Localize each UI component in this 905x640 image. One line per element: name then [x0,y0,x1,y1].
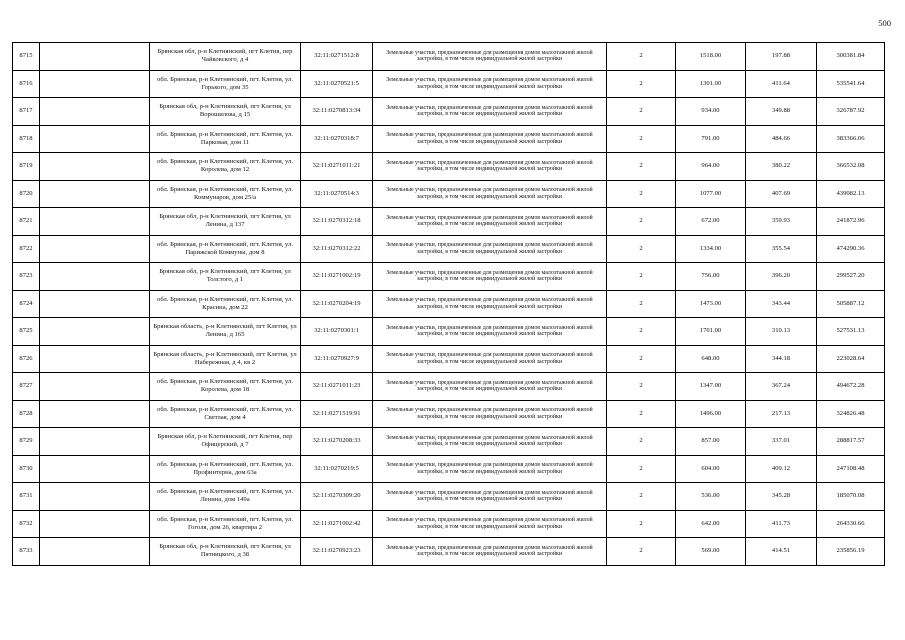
cell-specific-value: 396.20 [746,263,817,291]
cell-specific-value: 380.22 [746,153,817,181]
cell-address: Брянская область, р-н Клетнянский, пгт Клетня, ул Набережная, д 4, кв 2 [150,345,301,373]
cell-specific-value: 411.64 [746,70,817,98]
cell-row-number: 8722 [13,235,40,263]
cell-land-use-description: Земельные участки, предназначенные для размещения домов малоэтажной жилой застройки, в том числе индивидуальной жилой застройки [373,125,607,153]
cell-land-use-description: Земельные участки, предназначенные для размещения домов малоэтажной жилой застройки, в том числе индивидуальной жилой застройки [373,373,607,401]
cell-cadastral-number: 32:11:0271011:23 [301,373,373,401]
cell-empty [40,318,150,346]
cell-address: Брянская обл, р-н Клетнянский, пгт Клетня, пер Офицерский, д 7 [150,428,301,456]
cell-group: 2 [607,483,676,511]
cell-cadastral-number: 32:11:0270312:22 [301,235,373,263]
cell-area: 1701.00 [676,318,746,346]
cell-cadastral-value: 247108.48 [817,455,885,483]
cell-cadastral-value: 324826.48 [817,400,885,428]
cell-row-number: 8717 [13,98,40,126]
cell-empty [40,43,150,71]
cell-address: обл. Брянская, р-н Клетнянский, пгт. Клетня, ул. Красина, дом 22 [150,290,301,318]
page-number: 500 [878,18,891,28]
cell-cadastral-number: 32:11:0271519:91 [301,400,373,428]
cell-address: обл. Брянская, р-н Клетнянский, пгт. Клетня, ул. Горького, дом 35 [150,70,301,98]
cell-group: 2 [607,373,676,401]
cell-area: 672.00 [676,208,746,236]
cell-specific-value: 345.28 [746,483,817,511]
cell-empty [40,125,150,153]
cell-empty [40,428,150,456]
cell-group: 2 [607,400,676,428]
cell-empty [40,153,150,181]
cell-land-use-description: Земельные участки, предназначенные для размещения домов малоэтажной жилой застройки, в том числе индивидуальной жилой застройки [373,428,607,456]
cell-empty [40,510,150,538]
cell-group: 2 [607,153,676,181]
cell-empty [40,455,150,483]
cell-cadastral-value: 439082.13 [817,180,885,208]
cell-cadastral-number: 32:11:0270208:33 [301,428,373,456]
cell-specific-value: 344.18 [746,345,817,373]
table-row [13,373,885,401]
cell-cadastral-number: 32:11:0270813:34 [301,98,373,126]
table-row [13,235,885,263]
cell-row-number: 8726 [13,345,40,373]
cell-cadastral-number: 32:11:0270219:5 [301,455,373,483]
cell-area: 1334.00 [676,235,746,263]
cell-land-use-description: Земельные участки, предназначенные для размещения домов малоэтажной жилой застройки, в том числе индивидуальной жилой застройки [373,290,607,318]
cell-specific-value: 217.13 [746,400,817,428]
cell-cadastral-number: 32:11:0270301:1 [301,318,373,346]
cell-address: обл. Брянская, р-н Клетнянский, пгт. Клетня, ул. Парковая, дом 11 [150,125,301,153]
cell-area: 857.00 [676,428,746,456]
cell-group: 2 [607,428,676,456]
cell-address: обл. Брянская, р-н Клетнянский, пгт. Клетня, ул. Профинтерна, дом 63а [150,455,301,483]
cell-empty [40,98,150,126]
cell-row-number: 8728 [13,400,40,428]
cell-cadastral-value: 241872.96 [817,208,885,236]
cell-area: 964.00 [676,153,746,181]
cell-cadastral-value: 383366.06 [817,125,885,153]
cell-cadastral-value: 535541.64 [817,70,885,98]
cell-cadastral-number: 32:11:0271512:8 [301,43,373,71]
table-row [13,263,885,291]
cell-cadastral-number: 32:11:0270318:7 [301,125,373,153]
table-row [13,153,885,181]
cell-row-number: 8721 [13,208,40,236]
cell-group: 2 [607,538,676,566]
cell-cadastral-number: 32:11:0270312:18 [301,208,373,236]
cell-specific-value: 310.13 [746,318,817,346]
cell-cadastral-value: 494672.28 [817,373,885,401]
cell-cadastral-number: 32:11:0271002:42 [301,510,373,538]
cell-address: Брянская обл, р-н Клетнянский, пгт Клетня, ул Толстого, д 1 [150,263,301,291]
cell-land-use-description: Земельные участки, предназначенные для размещения домов малоэтажной жилой застройки, в том числе индивидуальной жилой застройки [373,180,607,208]
cell-group: 2 [607,98,676,126]
table-row [13,455,885,483]
cell-cadastral-number: 32:11:0271002:19 [301,263,373,291]
cell-land-use-description: Земельные участки, предназначенные для размещения домов малоэтажной жилой застройки, в том числе индивидуальной жилой застройки [373,483,607,511]
cell-cadastral-value: 366532.08 [817,153,885,181]
cell-address: Брянская обл, р-н Клетнянский, пгт Клетня, пер Чайковского, д 4 [150,43,301,71]
cell-cadastral-number: 32:11:0270309:20 [301,483,373,511]
cell-land-use-description: Земельные участки, предназначенные для размещения домов малоэтажной жилой застройки, в том числе индивидуальной жилой застройки [373,235,607,263]
cell-address: обл. Брянская, р-н Клетнянский, пгт. Клетня, ул. Королева, дом 12 [150,153,301,181]
cell-address: обл. Брянская, р-н Клетнянский, пгт. Клетня, ул. Светлая, дом 4 [150,400,301,428]
cell-specific-value: 411.73 [746,510,817,538]
cell-cadastral-value: 326787.92 [817,98,885,126]
cell-cadastral-value: 505887.12 [817,290,885,318]
cell-specific-value: 349.88 [746,98,817,126]
cell-specific-value: 414.51 [746,538,817,566]
cell-specific-value: 197.88 [746,43,817,71]
table-row [13,98,885,126]
cell-empty [40,290,150,318]
cell-empty [40,538,150,566]
cell-row-number: 8718 [13,125,40,153]
cell-empty [40,263,150,291]
cell-row-number: 8715 [13,43,40,71]
cell-group: 2 [607,455,676,483]
cell-row-number: 8729 [13,428,40,456]
cell-group: 2 [607,263,676,291]
cell-row-number: 8719 [13,153,40,181]
cell-row-number: 8716 [13,70,40,98]
cell-row-number: 8732 [13,510,40,538]
cell-address: Брянская обл, р-н Клетнянский, пгт Клетня, ул Ворошилова, д 15 [150,98,301,126]
cell-land-use-description: Земельные участки, предназначенные для размещения домов малоэтажной жилой застройки, в том числе индивидуальной жилой застройки [373,538,607,566]
cell-specific-value: 337.01 [746,428,817,456]
table-row [13,400,885,428]
cell-land-use-description: Земельные участки, предназначенные для размещения домов малоэтажной жилой застройки, в том числе индивидуальной жилой застройки [373,98,607,126]
cell-row-number: 8730 [13,455,40,483]
cell-land-use-description: Земельные участки, предназначенные для размещения домов малоэтажной жилой застройки, в том числе индивидуальной жилой застройки [373,263,607,291]
cell-land-use-description: Земельные участки, предназначенные для размещения домов малоэтажной жилой застройки, в том числе индивидуальной жилой застройки [373,510,607,538]
table-row [13,70,885,98]
cell-empty [40,208,150,236]
cell-address: обл. Брянская, р-н Клетнянский, пгт. Клетня, ул. Королева, дом 18 [150,373,301,401]
cell-group: 2 [607,235,676,263]
cell-area: 1347.00 [676,373,746,401]
table-row [13,43,885,71]
cell-empty [40,70,150,98]
cell-land-use-description: Земельные участки, предназначенные для размещения домов малоэтажной жилой застройки, в том числе индивидуальной жилой застройки [373,70,607,98]
cell-area: 934.00 [676,98,746,126]
cell-cadastral-number: 32:11:0271011:21 [301,153,373,181]
cell-specific-value: 367.24 [746,373,817,401]
cell-empty [40,400,150,428]
cell-cadastral-value: 300381.84 [817,43,885,71]
cell-land-use-description: Земельные участки, предназначенные для размещения домов малоэтажной жилой застройки, в том числе индивидуальной жилой застройки [373,345,607,373]
cell-specific-value: 484.66 [746,125,817,153]
cell-row-number: 8731 [13,483,40,511]
cell-address: Брянская область, р-н Клетнянский, пгт Клетня, ул Ленина, д 165 [150,318,301,346]
cell-group: 2 [607,43,676,71]
cell-cadastral-number: 32:11:0270521:5 [301,70,373,98]
cell-area: 756.00 [676,263,746,291]
cell-area: 536.00 [676,483,746,511]
cell-area: 1496.00 [676,400,746,428]
cell-empty [40,235,150,263]
table-row [13,510,885,538]
table-row [13,345,885,373]
cell-land-use-description: Земельные участки, предназначенные для размещения домов малоэтажной жилой застройки, в том числе индивидуальной жилой застройки [373,153,607,181]
cell-specific-value: 409.12 [746,455,817,483]
cell-land-use-description: Земельные участки, предназначенные для размещения домов малоэтажной жилой застройки, в том числе индивидуальной жилой застройки [373,318,607,346]
table-row [13,538,885,566]
cell-group: 2 [607,208,676,236]
cell-empty [40,345,150,373]
cell-address: Брянская обл, р-н Клетнянский, пгт Клетня, ул Пятницкого, д 38 [150,538,301,566]
cell-group: 2 [607,510,676,538]
cell-cadastral-value: 185070.08 [817,483,885,511]
cell-area: 642.00 [676,510,746,538]
cell-row-number: 8727 [13,373,40,401]
cell-area: 604.00 [676,455,746,483]
cell-address: обл. Брянская, р-н Клетнянский, пгт. Клетня, ул. Ленина, дом 149а [150,483,301,511]
cell-land-use-description: Земельные участки, предназначенные для размещения домов малоэтажной жилой застройки, в том числе индивидуальной жилой застройки [373,43,607,71]
cell-row-number: 8720 [13,180,40,208]
cell-specific-value: 407.69 [746,180,817,208]
cell-land-use-description: Земельные участки, предназначенные для размещения домов малоэтажной жилой застройки, в том числе индивидуальной жилой застройки [373,455,607,483]
cell-area: 1077.00 [676,180,746,208]
cadastral-value-table [12,42,885,566]
cell-empty [40,483,150,511]
table-row [13,290,885,318]
cell-row-number: 8725 [13,318,40,346]
cell-specific-value: 359.93 [746,208,817,236]
cell-group: 2 [607,345,676,373]
cell-address: обл. Брянская, р-н Клетнянский, пгт. Клетня, ул. Гоголя, дом 26, квартира 2 [150,510,301,538]
table-row [13,125,885,153]
cell-area: 1473.00 [676,290,746,318]
cell-cadastral-number: 32:11:0270204:19 [301,290,373,318]
cell-cadastral-number: 32:11:0270923:23 [301,538,373,566]
cell-cadastral-value: 223028.64 [817,345,885,373]
cell-specific-value: 355.54 [746,235,817,263]
table-row [13,208,885,236]
cell-row-number: 8733 [13,538,40,566]
cell-address: обл. Брянская, р-н Клетнянский, пгт. Клетня, ул. Парижской Коммуны, дом 8 [150,235,301,263]
cell-land-use-description: Земельные участки, предназначенные для размещения домов малоэтажной жилой застройки, в том числе индивидуальной жилой застройки [373,208,607,236]
cell-area: 791.00 [676,125,746,153]
cell-group: 2 [607,180,676,208]
cell-cadastral-number: 32:11:0270927:9 [301,345,373,373]
cell-cadastral-value: 235856.19 [817,538,885,566]
cell-cadastral-number: 32:11:0270514:3 [301,180,373,208]
cell-row-number: 8723 [13,263,40,291]
table-row [13,428,885,456]
cell-land-use-description: Земельные участки, предназначенные для размещения домов малоэтажной жилой застройки, в том числе индивидуальной жилой застройки [373,400,607,428]
cell-address: Брянская обл, р-н Клетнянский, пгт Клетня, ул Ленина, д 137 [150,208,301,236]
table-row [13,483,885,511]
cell-cadastral-value: 474290.36 [817,235,885,263]
cell-group: 2 [607,290,676,318]
cell-specific-value: 343.44 [746,290,817,318]
cell-area: 648.00 [676,345,746,373]
cell-group: 2 [607,318,676,346]
cell-cadastral-value: 288817.57 [817,428,885,456]
table-row [13,180,885,208]
cell-cadastral-value: 264330.66 [817,510,885,538]
cell-cadastral-value: 527531.13 [817,318,885,346]
cell-row-number: 8724 [13,290,40,318]
table-row [13,318,885,346]
cell-area: 1518.00 [676,43,746,71]
cell-empty [40,373,150,401]
cell-cadastral-value: 299527.20 [817,263,885,291]
cell-area: 569.00 [676,538,746,566]
cell-empty [40,180,150,208]
cell-group: 2 [607,125,676,153]
cell-area: 1301.00 [676,70,746,98]
cell-address: обл. Брянская, р-н Клетнянский, пгт. Клетня, ул. Коммунаров, дом 25/а [150,180,301,208]
cell-group: 2 [607,70,676,98]
